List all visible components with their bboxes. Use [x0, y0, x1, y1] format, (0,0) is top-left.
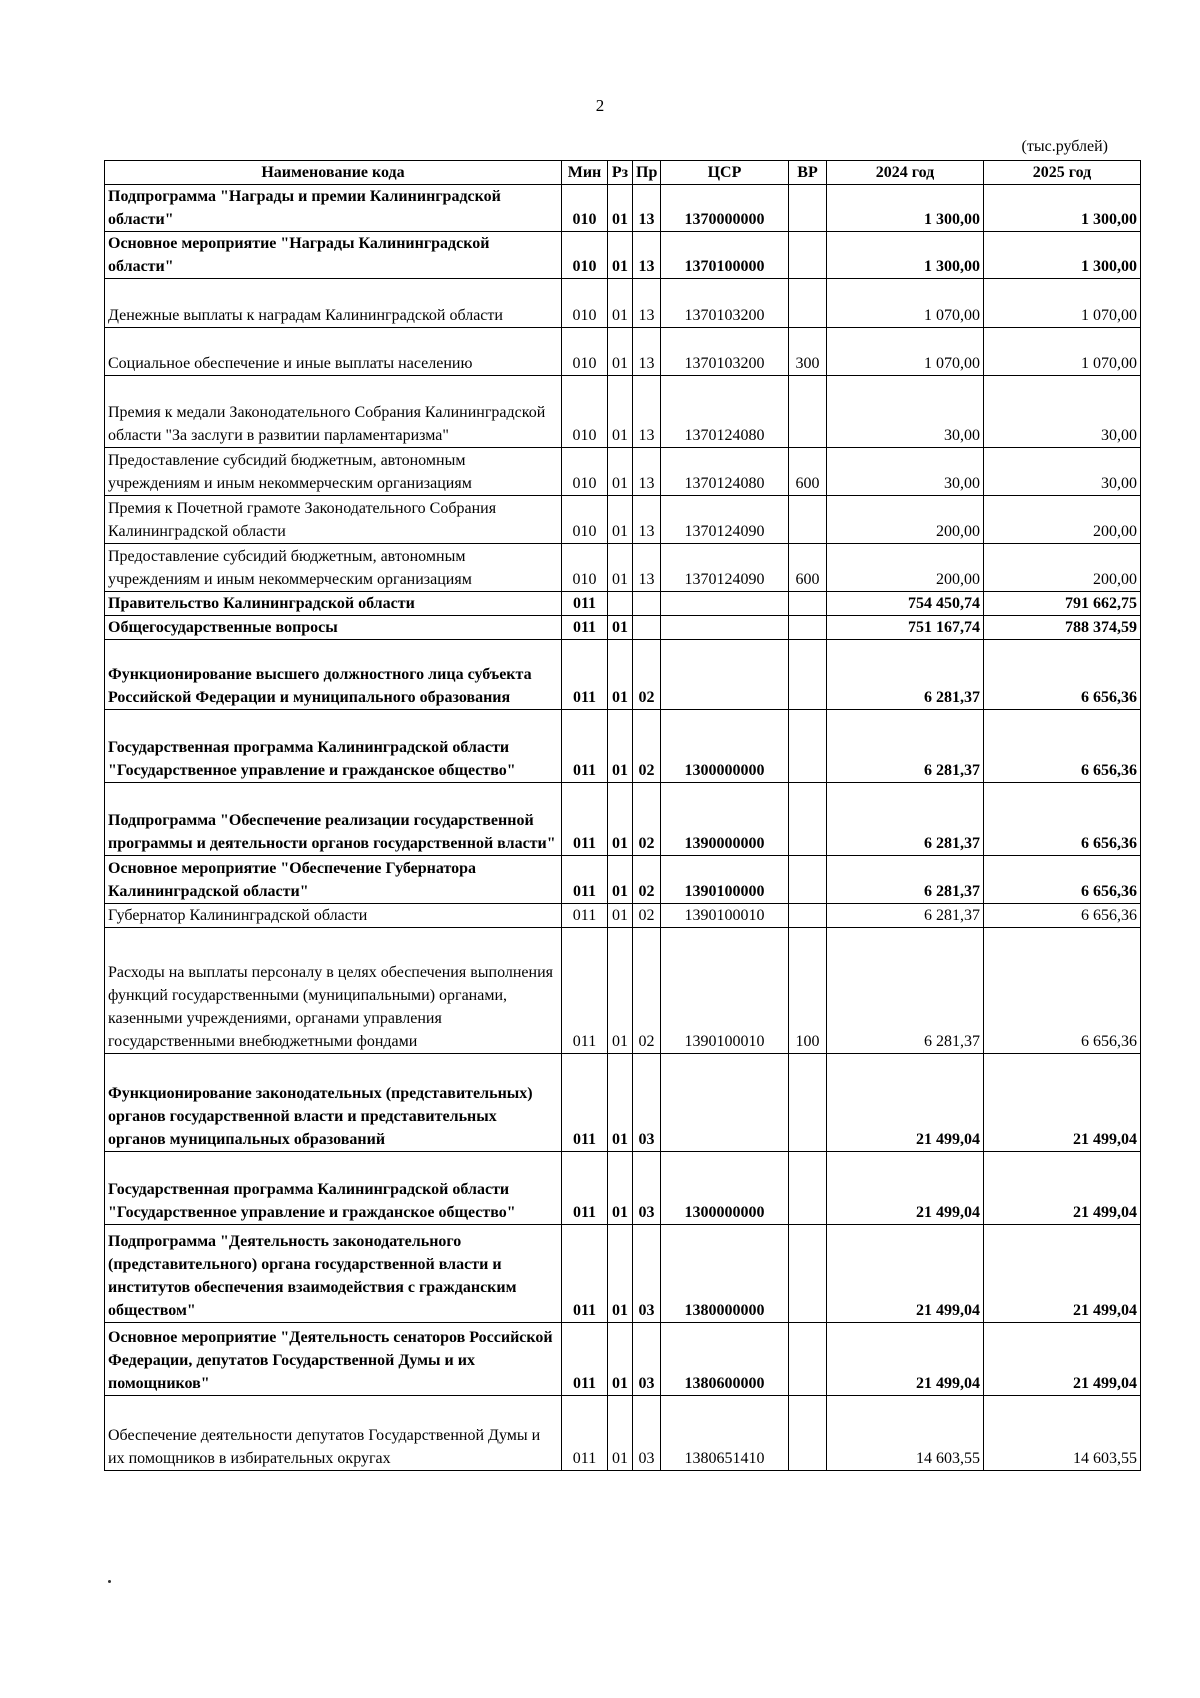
row-min: 010 [562, 279, 608, 328]
row-2024: 754 450,74 [827, 592, 984, 616]
row-2024: 1 070,00 [827, 279, 984, 328]
row-csr: 1390100010 [661, 928, 789, 1054]
row-pr [633, 592, 661, 616]
row-pr: 13 [633, 232, 661, 279]
row-2024: 30,00 [827, 376, 984, 448]
row-2024: 6 281,37 [827, 640, 984, 710]
row-2024: 30,00 [827, 448, 984, 496]
row-2025: 21 499,04 [984, 1152, 1141, 1225]
table-row [105, 904, 1141, 928]
row-name: Подпрограмма "Обеспечение реализации государственной программы и деятельности органов государственной власти" [105, 783, 562, 856]
row-2024: 21 499,04 [827, 1054, 984, 1152]
row-name: Предоставление субсидий бюджетным, автономным учреждениям и иным некоммерческим организациям [105, 544, 562, 592]
row-rz: 01 [608, 1396, 633, 1471]
row-min: 010 [562, 496, 608, 544]
row-2024: 200,00 [827, 496, 984, 544]
row-vr [789, 1323, 827, 1396]
row-2025: 21 499,04 [984, 1323, 1141, 1396]
header-vr: ВР [789, 161, 827, 185]
row-2025: 788 374,59 [984, 616, 1141, 640]
row-2025: 6 656,36 [984, 904, 1141, 928]
row-rz: 01 [608, 904, 633, 928]
row-min: 011 [562, 783, 608, 856]
table-row [105, 783, 1141, 856]
row-name: Функционирование высшего должностного лица субъекта Российской Федерации и муниципального образования [105, 640, 562, 710]
table-row [105, 496, 1141, 544]
row-min: 010 [562, 185, 608, 232]
row-vr [789, 856, 827, 904]
row-csr [661, 640, 789, 710]
row-pr: 13 [633, 376, 661, 448]
row-name: Подпрограмма "Деятельность законодательного (представительного) органа государственной власти и институтов обеспечения взаимодействия с гражданским обществом" [105, 1225, 562, 1323]
table-row [105, 544, 1141, 592]
row-name: Основное мероприятие "Награды Калининградской области" [105, 232, 562, 279]
row-2024: 6 281,37 [827, 856, 984, 904]
row-csr: 1370124080 [661, 448, 789, 496]
row-2024: 21 499,04 [827, 1152, 984, 1225]
table-row [105, 1225, 1141, 1323]
row-2025: 1 300,00 [984, 232, 1141, 279]
row-name: Предоставление субсидий бюджетным, автономным учреждениям и иным некоммерческим организациям [105, 448, 562, 496]
row-name: Расходы на выплаты персоналу в целях обеспечения выполнения функций государственными (муниципальными) органами, казенными учреждениями, органами управления государственными внебюджетными фондами [105, 928, 562, 1054]
row-rz: 01 [608, 232, 633, 279]
row-csr: 1370124090 [661, 544, 789, 592]
row-rz: 01 [608, 376, 633, 448]
row-pr: 03 [633, 1323, 661, 1396]
row-vr [789, 616, 827, 640]
row-2025: 21 499,04 [984, 1225, 1141, 1323]
header-row [105, 161, 1141, 185]
row-pr: 13 [633, 279, 661, 328]
row-rz: 01 [608, 1152, 633, 1225]
table-row [105, 1323, 1141, 1396]
row-pr: 13 [633, 496, 661, 544]
row-pr: 13 [633, 544, 661, 592]
row-vr [789, 232, 827, 279]
row-2025: 14 603,55 [984, 1396, 1141, 1471]
row-csr: 1380000000 [661, 1225, 789, 1323]
row-2024: 6 281,37 [827, 928, 984, 1054]
row-pr: 02 [633, 710, 661, 783]
row-2025: 1 300,00 [984, 185, 1141, 232]
row-rz: 01 [608, 496, 633, 544]
row-min: 011 [562, 640, 608, 710]
row-csr [661, 1054, 789, 1152]
row-csr: 1370124090 [661, 496, 789, 544]
row-min: 011 [562, 1323, 608, 1396]
header-rz: Рз [608, 161, 633, 185]
row-pr: 02 [633, 904, 661, 928]
row-vr [789, 592, 827, 616]
row-csr: 1370100000 [661, 232, 789, 279]
row-2024: 21 499,04 [827, 1225, 984, 1323]
row-min: 011 [562, 616, 608, 640]
row-pr [633, 616, 661, 640]
row-csr [661, 616, 789, 640]
row-csr: 1300000000 [661, 1152, 789, 1225]
row-vr [789, 185, 827, 232]
header-2025: 2025 год [984, 161, 1141, 185]
scan-speck [108, 1580, 111, 1583]
table-row [105, 710, 1141, 783]
table-row [105, 616, 1141, 640]
row-2024: 6 281,37 [827, 710, 984, 783]
row-name: Основное мероприятие "Деятельность сенаторов Российской Федерации, депутатов Государственной Думы и их помощников" [105, 1323, 562, 1396]
row-2024: 14 603,55 [827, 1396, 984, 1471]
row-rz: 01 [608, 448, 633, 496]
row-rz: 01 [608, 783, 633, 856]
row-name: Обеспечение деятельности депутатов Государственной Думы и их помощников в избирательных округах [105, 1396, 562, 1471]
row-vr [789, 783, 827, 856]
table-row [105, 592, 1141, 616]
page-number: 2 [595, 96, 605, 115]
row-rz: 01 [608, 1054, 633, 1152]
row-csr: 1370103200 [661, 328, 789, 376]
budget-table [104, 160, 1141, 1471]
row-min: 010 [562, 328, 608, 376]
row-vr: 300 [789, 328, 827, 376]
row-2024: 1 070,00 [827, 328, 984, 376]
row-min: 010 [562, 544, 608, 592]
row-min: 011 [562, 904, 608, 928]
row-name: Подпрограмма "Награды и премии Калининградской области" [105, 185, 562, 232]
row-name: Государственная программа Калининградской области "Государственное управление и гражданское общество" [105, 1152, 562, 1225]
row-rz: 01 [608, 710, 633, 783]
row-min: 011 [562, 592, 608, 616]
header-min: Мин [562, 161, 608, 185]
row-pr: 03 [633, 1054, 661, 1152]
row-pr: 13 [633, 448, 661, 496]
table-row [105, 1054, 1141, 1152]
row-pr: 02 [633, 928, 661, 1054]
row-name: Премия к медали Законодательного Собрания Калининградской области "За заслуги в развитии парламентаризма" [105, 376, 562, 448]
row-2025: 21 499,04 [984, 1054, 1141, 1152]
row-vr [789, 1396, 827, 1471]
row-csr: 1370124080 [661, 376, 789, 448]
row-vr [789, 1054, 827, 1152]
row-2025: 6 656,36 [984, 783, 1141, 856]
row-2025: 6 656,36 [984, 640, 1141, 710]
header-csr: ЦСР [661, 161, 789, 185]
row-rz: 01 [608, 1225, 633, 1323]
row-2024: 1 300,00 [827, 185, 984, 232]
row-min: 011 [562, 1152, 608, 1225]
row-csr: 1370103200 [661, 279, 789, 328]
table-row [105, 185, 1141, 232]
row-2025: 30,00 [984, 448, 1141, 496]
row-min: 010 [562, 448, 608, 496]
row-vr [789, 496, 827, 544]
row-2024: 6 281,37 [827, 783, 984, 856]
row-name: Основное мероприятие "Обеспечение Губернатора Калининградской области" [105, 856, 562, 904]
row-2025: 30,00 [984, 376, 1141, 448]
row-min: 010 [562, 376, 608, 448]
table-row [105, 1152, 1141, 1225]
row-min: 010 [562, 232, 608, 279]
row-min: 011 [562, 1396, 608, 1471]
row-min: 011 [562, 1225, 608, 1323]
table-row [105, 328, 1141, 376]
row-csr: 1390100010 [661, 904, 789, 928]
row-vr [789, 279, 827, 328]
row-min: 011 [562, 928, 608, 1054]
row-csr: 1380651410 [661, 1396, 789, 1471]
row-2024: 200,00 [827, 544, 984, 592]
row-rz: 01 [608, 328, 633, 376]
header-name: Наименование кода [105, 161, 562, 185]
row-vr: 100 [789, 928, 827, 1054]
row-rz: 01 [608, 279, 633, 328]
row-pr: 02 [633, 856, 661, 904]
row-2024: 751 167,74 [827, 616, 984, 640]
table-row [105, 928, 1141, 1054]
row-min: 011 [562, 710, 608, 783]
header-2024: 2024 год [827, 161, 984, 185]
row-pr: 03 [633, 1225, 661, 1323]
row-vr [789, 904, 827, 928]
row-2025: 6 656,36 [984, 856, 1141, 904]
row-name: Социальное обеспечение и иные выплаты населению [105, 328, 562, 376]
table-row [105, 640, 1141, 710]
row-name: Правительство Калининградской области [105, 592, 562, 616]
row-pr: 13 [633, 185, 661, 232]
row-rz [608, 592, 633, 616]
row-pr: 02 [633, 640, 661, 710]
row-name: Премия к Почетной грамоте Законодательного Собрания Калининградской области [105, 496, 562, 544]
row-vr [789, 640, 827, 710]
table-row [105, 376, 1141, 448]
row-pr: 03 [633, 1396, 661, 1471]
row-pr: 02 [633, 783, 661, 856]
row-rz: 01 [608, 1323, 633, 1396]
table-row [105, 279, 1141, 328]
row-rz: 01 [608, 856, 633, 904]
row-2024: 21 499,04 [827, 1323, 984, 1396]
row-2025: 1 070,00 [984, 279, 1141, 328]
row-min: 011 [562, 856, 608, 904]
table-row [105, 856, 1141, 904]
row-2025: 6 656,36 [984, 928, 1141, 1054]
units-label: (тыс.рублей) [1021, 138, 1108, 155]
row-2025: 791 662,75 [984, 592, 1141, 616]
row-min: 011 [562, 1054, 608, 1152]
row-name: Денежные выплаты к наградам Калининградской области [105, 279, 562, 328]
row-csr: 1300000000 [661, 710, 789, 783]
row-name: Губернатор Калининградской области [105, 904, 562, 928]
row-csr: 1380600000 [661, 1323, 789, 1396]
row-pr: 13 [633, 328, 661, 376]
row-vr [789, 710, 827, 783]
row-2025: 1 070,00 [984, 328, 1141, 376]
row-rz: 01 [608, 185, 633, 232]
header-pr: Пр [633, 161, 661, 185]
row-rz: 01 [608, 544, 633, 592]
row-pr: 03 [633, 1152, 661, 1225]
row-csr [661, 592, 789, 616]
row-name: Государственная программа Калининградской области "Государственное управление и гражданское общество" [105, 710, 562, 783]
row-2025: 200,00 [984, 496, 1141, 544]
row-csr: 1370000000 [661, 185, 789, 232]
row-2025: 200,00 [984, 544, 1141, 592]
row-vr: 600 [789, 448, 827, 496]
row-rz: 01 [608, 928, 633, 1054]
row-csr: 1390000000 [661, 783, 789, 856]
row-vr [789, 376, 827, 448]
table-body [105, 185, 1141, 1471]
row-2025: 6 656,36 [984, 710, 1141, 783]
row-vr [789, 1152, 827, 1225]
row-vr: 600 [789, 544, 827, 592]
row-rz: 01 [608, 640, 633, 710]
row-name: Общегосударственные вопросы [105, 616, 562, 640]
table-row [105, 1396, 1141, 1471]
row-vr [789, 1225, 827, 1323]
table-row [105, 448, 1141, 496]
table-row [105, 232, 1141, 279]
row-2024: 6 281,37 [827, 904, 984, 928]
row-2024: 1 300,00 [827, 232, 984, 279]
row-csr: 1390100000 [661, 856, 789, 904]
row-rz: 01 [608, 616, 633, 640]
row-name: Функционирование законодательных (представительных) органов государственной власти и представительных органов муниципальных образований [105, 1054, 562, 1152]
